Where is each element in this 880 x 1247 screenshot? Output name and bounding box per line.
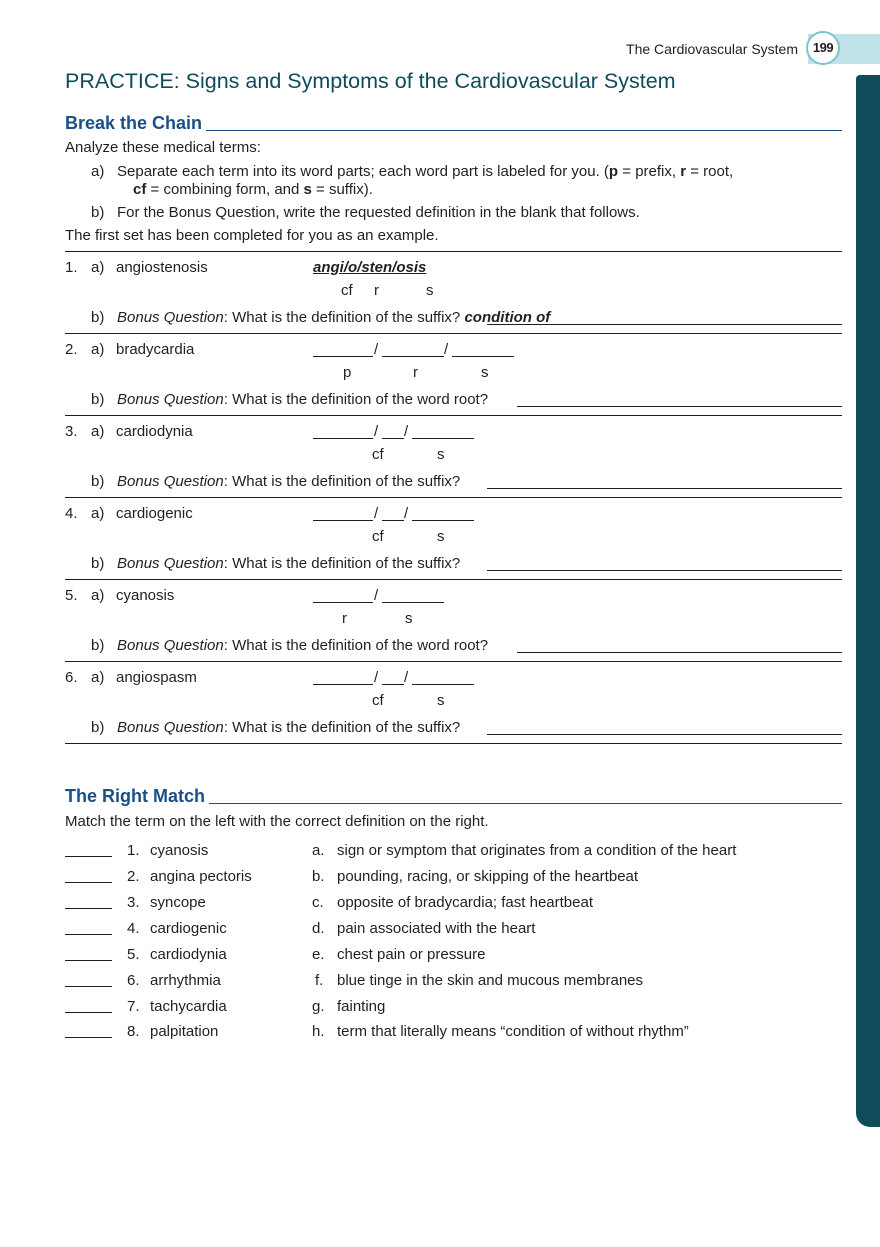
slash: / (374, 341, 379, 358)
part-label: cf (341, 282, 353, 299)
definition-letter: h. (312, 1023, 325, 1040)
instruction-b: For the Bonus Question, write the requested definition in the blank that follows. (117, 204, 640, 221)
match-term-number: 1. (127, 842, 140, 859)
definition-text: chest pain or pressure (337, 946, 486, 963)
match-term: cardiogenic (150, 920, 227, 937)
divider (65, 251, 842, 252)
item-b-label: b) (91, 555, 105, 572)
part-label: s (405, 610, 413, 627)
bonus-question: Bonus Question: What is the definition of the word root? (117, 637, 489, 654)
slash: / (374, 669, 379, 686)
match-term: arrhythmia (150, 972, 221, 989)
word-part-blank[interactable] (382, 684, 404, 685)
match-term: cardiodynia (150, 946, 227, 963)
match-answer-blank[interactable] (65, 986, 112, 987)
definition-text: sign or symptom that originates from a condition of the heart (337, 842, 737, 859)
part-label: r (374, 282, 379, 299)
match-term-number: 7. (127, 998, 140, 1015)
definition-letter: d. (312, 920, 325, 937)
match-term-number: 2. (127, 868, 140, 885)
definition-letter: e. (312, 946, 325, 963)
part-label: cf (372, 528, 384, 545)
part-label: s (437, 446, 445, 463)
match-term-number: 5. (127, 946, 140, 963)
item-number: 6. (65, 669, 78, 686)
item-a-label: a) (91, 423, 105, 440)
answer-blank[interactable] (487, 488, 842, 489)
part-label: s (426, 282, 434, 299)
bonus-question: Bonus Question: What is the definition of the suffix? (117, 719, 461, 736)
heading-rule (209, 803, 842, 804)
slash: / (404, 423, 409, 440)
word-part-blank[interactable] (313, 602, 373, 603)
divider (65, 333, 842, 334)
item-b-label: b) (91, 391, 105, 408)
item-b-label: b) (91, 473, 105, 490)
slash: / (444, 341, 449, 358)
definition-text: term that literally means “condition of without rhythm” (337, 1023, 689, 1040)
definition-text: fainting (337, 998, 386, 1015)
divider (65, 743, 842, 744)
divider (65, 661, 842, 662)
divider (65, 579, 842, 580)
term: angiostenosis (116, 259, 208, 276)
term: cardiogenic (116, 505, 193, 522)
word-part-blank[interactable] (412, 520, 474, 521)
item-number: 5. (65, 587, 78, 604)
match-term-number: 6. (127, 972, 140, 989)
part-label: s (437, 692, 445, 709)
bonus-question: Bonus Question: What is the definition of the suffix? (117, 555, 461, 572)
instruction-a: Separate each term into its word parts; each word part is labeled for you. (p = prefix, r = root, (117, 163, 734, 180)
word-part-blank[interactable] (382, 438, 404, 439)
definition-letter: a. (312, 842, 325, 859)
item-number: 3. (65, 423, 78, 440)
section-heading-text: Break the Chain (65, 113, 203, 133)
divider (65, 497, 842, 498)
item-b-label: b) (91, 719, 105, 736)
match-answer-blank[interactable] (65, 908, 112, 909)
example-note: The first set has been completed for you as an example. (65, 227, 439, 244)
definition-text: pain associated with the heart (337, 920, 536, 937)
match-term: tachycardia (150, 998, 227, 1015)
item-number: 4. (65, 505, 78, 522)
chapter-title: The Cardiovascular System (626, 41, 798, 57)
answer-blank[interactable] (487, 734, 842, 735)
divider (65, 415, 842, 416)
match-term-number: 8. (127, 1023, 140, 1040)
match-answer-blank[interactable] (65, 934, 112, 935)
word-part-blank[interactable] (452, 356, 514, 357)
slash: / (374, 505, 379, 522)
instruction-a-label: a) (91, 163, 105, 180)
page-title: PRACTICE: Signs and Symptoms of the Cardiovascular System (65, 69, 676, 93)
item-b-label: b) (91, 637, 105, 654)
word-part-blank[interactable] (382, 356, 444, 357)
term: angiospasm (116, 669, 197, 686)
side-tab (856, 75, 880, 1127)
definition-letter: c. (312, 894, 324, 911)
match-term-number: 4. (127, 920, 140, 937)
slash: / (374, 423, 379, 440)
word-part-blank[interactable] (313, 684, 373, 685)
match-answer-blank[interactable] (65, 856, 112, 857)
intro-text: Analyze these medical terms: (65, 139, 261, 156)
answer-blank[interactable] (487, 570, 842, 571)
part-label: cf (372, 692, 384, 709)
example-answer: angi/o/sten/osis (313, 259, 427, 276)
answer-blank[interactable] (517, 652, 842, 653)
item-a-label: a) (91, 259, 105, 276)
match-term: cyanosis (150, 842, 209, 859)
item-number: 1. (65, 259, 78, 276)
word-part-blank[interactable] (412, 438, 474, 439)
item-a-label: a) (91, 505, 105, 522)
match-term: palpitation (150, 1023, 219, 1040)
match-answer-blank[interactable] (65, 882, 112, 883)
term: bradycardia (116, 341, 195, 358)
bonus-question: Bonus Question: What is the definition of the word root? (117, 391, 489, 408)
definition-text: blue tinge in the skin and mucous membranes (337, 972, 644, 989)
part-label: p (343, 364, 352, 381)
part-label: s (481, 364, 489, 381)
definition-letter: g. (312, 998, 325, 1015)
word-part-blank[interactable] (412, 684, 474, 685)
word-part-blank[interactable] (313, 356, 373, 357)
instruction-b-label: b) (91, 204, 105, 221)
item-a-label: a) (91, 669, 105, 686)
break-the-chain-heading (65, 113, 842, 134)
match-term: syncope (150, 894, 206, 911)
match-answer-blank[interactable] (65, 1037, 112, 1038)
slash: / (404, 669, 409, 686)
match-answer-blank[interactable] (65, 1012, 112, 1013)
word-part-blank[interactable] (382, 602, 444, 603)
definition-letter: b. (312, 868, 325, 885)
part-label: r (342, 610, 347, 627)
section-heading-text: The Right Match (65, 786, 205, 806)
page-number: 199 (806, 31, 840, 65)
match-term-number: 3. (127, 894, 140, 911)
part-label: r (413, 364, 418, 381)
item-a-label: a) (91, 587, 105, 604)
item-number: 2. (65, 341, 78, 358)
item-a-label: a) (91, 341, 105, 358)
part-label: cf (372, 446, 384, 463)
term: cardiodynia (116, 423, 193, 440)
slash: / (374, 587, 379, 604)
heading-rule (206, 130, 842, 131)
slash: / (404, 505, 409, 522)
definition-letter: f. (315, 972, 324, 989)
answer-blank[interactable] (517, 406, 842, 407)
match-answer-blank[interactable] (65, 960, 112, 961)
definition-text: opposite of bradycardia; fast heartbeat (337, 894, 593, 911)
bonus-question: Bonus Question: What is the definition of the suffix? (117, 473, 461, 490)
definition-text: pounding, racing, or skipping of the heartbeat (337, 868, 639, 885)
instruction-a-line2: cf = combining form, and s = suffix). (133, 181, 373, 198)
item-b-label: b) (91, 309, 105, 326)
right-match-heading (65, 786, 842, 807)
part-label: s (437, 528, 445, 545)
word-part-blank[interactable] (313, 438, 373, 439)
term: cyanosis (116, 587, 175, 604)
match-term: angina pectoris (150, 868, 252, 885)
word-part-blank[interactable] (313, 520, 373, 521)
bonus-question: Bonus Question: What is the definition of the suffix? condition of (117, 309, 551, 326)
match-instructions: Match the term on the left with the correct definition on the right. (65, 813, 489, 830)
word-part-blank[interactable] (382, 520, 404, 521)
answer-blank[interactable] (487, 324, 842, 325)
